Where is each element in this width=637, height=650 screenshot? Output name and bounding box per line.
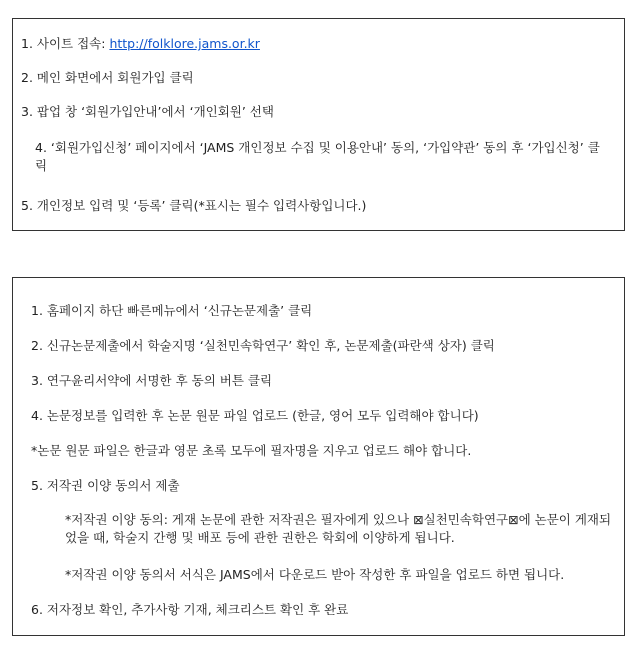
registration-step-3: 3. 팝업 창 ‘회원가입안내’에서 ‘개인회원’ 선택 [21,104,274,119]
submission-step-2: 2. 신규논문제출에서 학술지명 ‘실천민속학연구’ 확인 후, 논문제출(파란색 상자) 클릭 [31,338,495,353]
jams-site-link[interactable]: http://folklore.jams.or.kr [109,36,260,51]
submission-step-4: 4. 논문정보를 입력한 후 논문 원문 파일 업로드 (한글, 영어 모두 입력해야 합니다) [31,408,479,423]
submission-step-5: 5. 저작권 이양 동의서 제출 [31,478,180,493]
registration-step-2: 2. 메인 화면에서 회원가입 클릭 [21,70,194,85]
registration-step-4: 4. ‘회원가입신청’ 페이지에서 ‘JAMS 개인정보 수집 및 이용안내’ 동의, ‘가입약관’ 동의 후 ‘가입신청’ 클릭 [35,140,600,173]
registration-steps-box [12,18,625,231]
registration-step-1 [21,35,260,53]
submission-step-1: 1. 홈페이지 하단 빠른메뉴에서 ‘신규논문제출’ 클릭 [31,303,313,318]
submission-note-3: *저작권 이양 동의서 서식은 JAMS에서 다운로드 받아 작성한 후 파일을 업로드 하면 됩니다. [65,567,565,582]
step1-text: 1. 사이트 접속: [21,36,110,51]
registration-step-5: 5. 개인정보 입력 및 ‘등록’ 클릭(*표시는 필수 입력사항입니다.) [21,198,367,213]
submission-note-2: *저작권 이양 동의: 게재 논문에 관한 저작권은 필자에게 있으나 ⊠실천민속학연구⊠에 논문이 게재되었을 때, 학술지 간행 및 배포 등에 관한 권한은 학회에 이양하게 됩니다. [65,512,612,545]
submission-step-3: 3. 연구윤리서약에 서명한 후 동의 버튼 클릭 [31,373,273,388]
submission-step-6: 6. 저자정보 확인, 추가사항 기재, 체크리스트 확인 후 완료 [31,602,349,617]
submission-note-1: *논문 원문 파일은 한글과 영문 초록 모두에 필자명을 지우고 업로드 해야 합니다. [31,443,472,458]
submission-steps-box [12,277,625,636]
